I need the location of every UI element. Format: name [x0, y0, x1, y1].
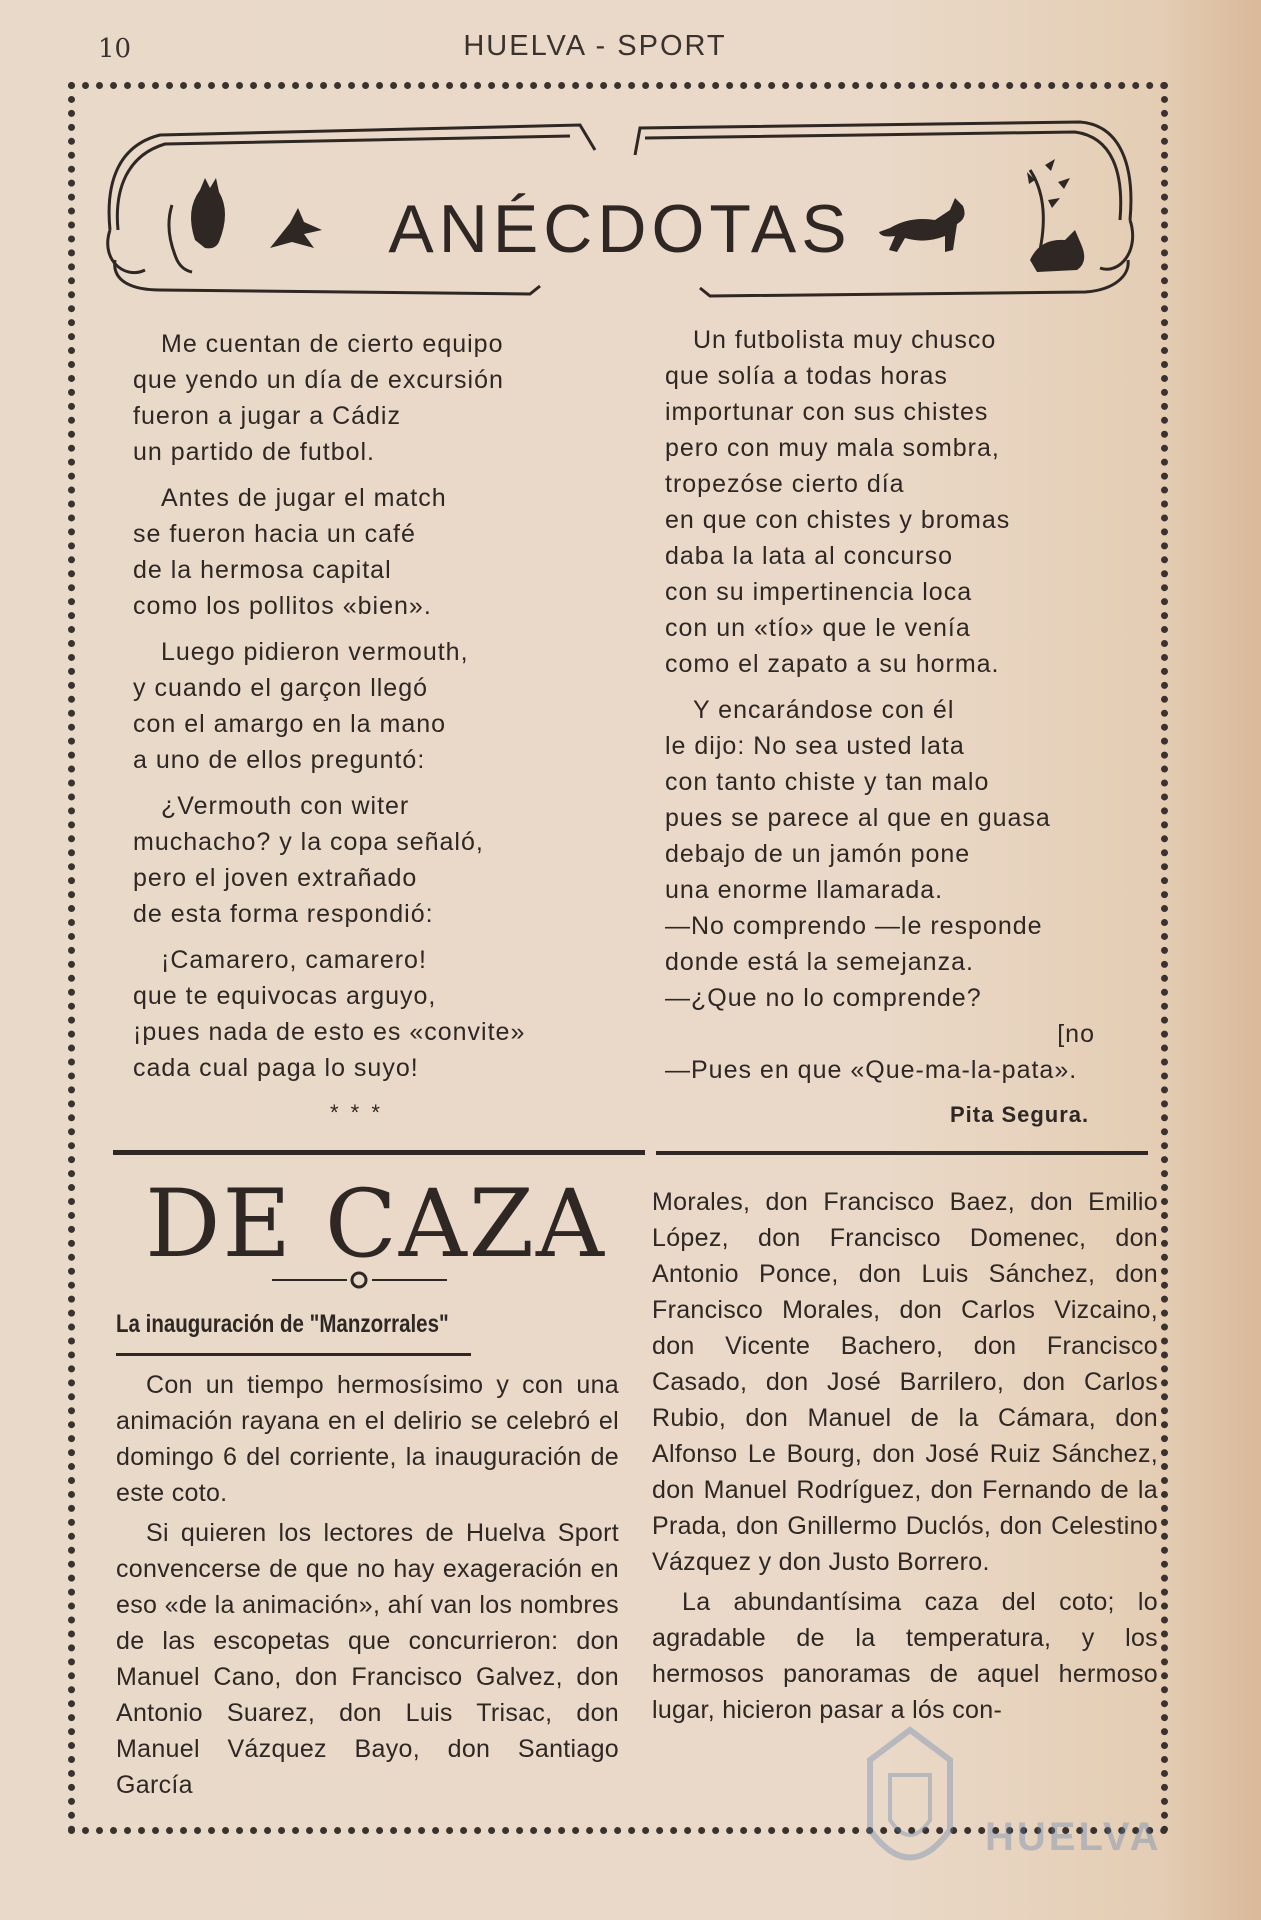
- verse-line: pero el joven extrañado: [133, 864, 418, 892]
- caza-right-column: [652, 1184, 1158, 1732]
- section-divider-left: [113, 1150, 645, 1155]
- verse-line: se fueron hacia un café: [133, 520, 416, 548]
- verse-line: Y encarándose con él: [693, 696, 955, 724]
- poem-right-column: [665, 322, 1165, 1098]
- verse-line: ¡pues nada de esto es «convite»: [133, 1018, 526, 1046]
- verse-line: en que con chistes y bromas: [665, 506, 1011, 534]
- author-signature: Pita Segura.: [950, 1102, 1090, 1127]
- subtitle-underline: [116, 1353, 471, 1356]
- stanza: [665, 322, 1165, 682]
- verse-line: pero con muy mala sombra,: [665, 434, 1000, 462]
- verse-line: Me cuentan de cierto equipo: [161, 330, 504, 358]
- paragraph: Con un tiempo hermosísimo y con una animación rayana en el delirio se celebró el domingo 6 del corriente, la inauguración de este coto.: [116, 1371, 619, 1507]
- caza-left-column: [116, 1367, 619, 1807]
- verse-line: con su impertinencia loca: [665, 578, 973, 606]
- paragraph: Morales, don Francisco Baez, don Emilio López, don Francisco Domenec, don Antonio Ponce, don Luis Sánchez, don Francisco Morales, don Carlos Vizcaino, don Vicente Bachero, don Francisco Casado, don José Barrilero, don Carlos Rubio, don Manuel de la Cámara, don Alfonso Le Bourg, don José Ruiz Sánchez, don Manuel Rodríguez, don Fernando de la Prada, don Gnillermo Duclós, don Celestino Vázquez y don Justo Borrero.: [652, 1188, 1158, 1576]
- anecdotas-banner: [100, 110, 1140, 305]
- verse-line: —No comprendo —le responde: [665, 912, 1043, 940]
- verse-line: Antes de jugar el match: [161, 484, 447, 512]
- paragraph: La abundantísima caza del coto; lo agradable de la temperatura, y los hermosos panoramas de aquel hermoso lugar, hicieron pasar a lós con-: [652, 1588, 1158, 1724]
- verse-line: y cuando el garçon llegó: [133, 674, 429, 702]
- verse-line: que yendo un día de excursión: [133, 366, 504, 394]
- stanza: [133, 634, 613, 778]
- stanza: [133, 480, 613, 624]
- stanza: [665, 692, 1165, 1088]
- verse-line: fueron a jugar a Cádiz: [133, 402, 401, 430]
- verse-line: tropezóse cierto día: [665, 470, 905, 498]
- verse-line: como el zapato a su horma.: [665, 650, 1000, 678]
- stanza: [133, 788, 613, 932]
- verse-line: donde está la semejanza.: [665, 948, 974, 976]
- caza-title: DE CAZA: [145, 1170, 606, 1279]
- verse-line: con el amargo en la mano: [133, 710, 447, 738]
- verse-line: cada cual paga lo suyo!: [133, 1054, 419, 1082]
- stanza: [133, 326, 613, 470]
- verse-line: de esta forma respondió:: [133, 900, 434, 928]
- asterism-separator: * * *: [330, 1100, 383, 1125]
- watermark-text: HUELVA: [985, 1815, 1162, 1859]
- verse-line: a uno de ellos preguntó:: [133, 746, 426, 774]
- anecdotas-title: ANÉCDOTAS: [388, 191, 852, 267]
- verse-line: —¿Que no lo comprende?: [665, 984, 982, 1012]
- verse-line: ¡Camarero, camarero!: [161, 946, 427, 974]
- poem-left-column: [133, 326, 613, 1096]
- verse-line: una enorme llamarada.: [665, 876, 944, 904]
- verse-line: [no: [1057, 1020, 1095, 1048]
- publication-title: HUELVA - SPORT: [463, 30, 727, 62]
- verse-line: Luego pidieron vermouth,: [161, 638, 469, 666]
- verse-line: que solía a todas horas: [665, 362, 948, 390]
- page-header: [95, 30, 1095, 70]
- stanza: [133, 942, 613, 1086]
- verse-line: —Pues en que «Que-ma-la-pata».: [665, 1056, 1078, 1084]
- verse-line: muchacho? y la copa señaló,: [133, 828, 484, 856]
- page-number: 10: [98, 34, 132, 64]
- archive-watermark: [850, 1720, 1190, 1900]
- section-divider-right: [656, 1151, 1148, 1155]
- coat-of-arms-icon: [850, 1720, 970, 1890]
- verse-line: con tanto chiste y tan malo: [665, 768, 990, 796]
- verse-line: con un «tío» que le venía: [665, 614, 971, 642]
- verse-line: un partido de futbol.: [133, 438, 375, 466]
- verse-line: Un futbolista muy chusco: [693, 326, 997, 354]
- verse-line: daba la lata al concurso: [665, 542, 954, 570]
- verse-line: que te equivocas arguyo,: [133, 982, 437, 1010]
- title-ornament-icon: [272, 1270, 447, 1290]
- paragraph: Si quieren los lectores de Huelva Sport convencerse de que no hay exageración en eso «de la animación», ahí van los nombres de las escopetas que concurrieron: don Manuel Cano, don Francisco Galvez, don Antonio Suarez, don Luis Trisac, don Manuel Vázquez Bayo, don Santiago García: [116, 1519, 619, 1799]
- verse-line: de la hermosa capital: [133, 556, 392, 584]
- caza-subtitle: La inauguración de "Manzorrales": [116, 1310, 449, 1338]
- verse-line: pues se parece al que en guasa: [665, 804, 1051, 832]
- verse-line: importunar con sus chistes: [665, 398, 989, 426]
- verse-line: como los pollitos «bien».: [133, 592, 432, 620]
- verse-line: debajo de un jamón pone: [665, 840, 971, 868]
- verse-line: ¿Vermouth con witer: [161, 792, 410, 820]
- verse-line: le dijo: No sea usted lata: [665, 732, 965, 760]
